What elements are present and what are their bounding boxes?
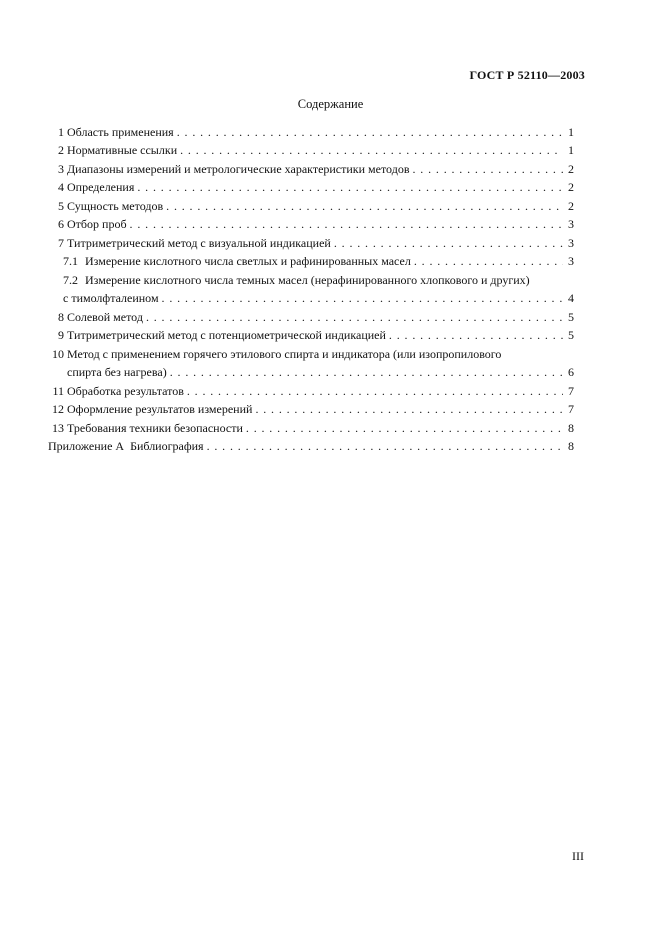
toc-entry-5[interactable] xyxy=(48,196,574,215)
toc-entry-9[interactable] xyxy=(48,326,574,345)
toc-entry-title: Отбор проб xyxy=(67,217,127,231)
toc-entry-11[interactable] xyxy=(48,381,574,400)
toc-entry-appendix-a[interactable] xyxy=(48,437,574,456)
toc-entry-number: 9 xyxy=(58,328,64,342)
page-number: III xyxy=(572,849,584,863)
toc-entry-title: Титриметрический метод с визуальной индикацией xyxy=(67,235,331,250)
dot-leader xyxy=(130,215,563,233)
toc-entry-page: 8 xyxy=(568,420,574,435)
toc-title: Содержание xyxy=(297,97,364,111)
dot-leader xyxy=(177,123,563,141)
toc-entry-page: 3 xyxy=(568,254,574,268)
table-of-contents xyxy=(48,122,574,455)
toc-entry-number: 10 xyxy=(52,346,64,361)
dot-leader xyxy=(162,289,563,307)
dot-leader xyxy=(180,141,563,159)
toc-entry-1[interactable] xyxy=(48,122,574,141)
toc-entry-page: 2 xyxy=(568,180,574,194)
toc-entry-3[interactable] xyxy=(48,159,574,178)
toc-entry-page: 2 xyxy=(568,198,574,213)
dot-leader xyxy=(207,437,563,455)
toc-entry-6[interactable] xyxy=(48,215,574,234)
toc-entry-title: Требования техники безопасности xyxy=(67,420,243,435)
dot-leader xyxy=(170,363,563,381)
toc-entry-7[interactable] xyxy=(48,233,574,252)
toc-entry-number: 7.1 xyxy=(63,254,78,268)
toc-entry-page: 3 xyxy=(568,217,574,231)
toc-entry-title: Область применения xyxy=(67,124,174,139)
document-code: ГОСТ Р 52110—2003 xyxy=(469,68,585,82)
toc-entry-title: Обработка результатов xyxy=(67,383,184,398)
toc-entry-number: 11 xyxy=(52,383,64,398)
toc-entry-page: 5 xyxy=(568,309,574,324)
toc-entry-number: 6 xyxy=(58,217,64,231)
toc-entry-7-1[interactable] xyxy=(48,252,574,271)
toc-entry-number: 3 xyxy=(58,161,64,176)
toc-entry-title: Диапазоны измерений и метрологические характеристики методов xyxy=(67,161,410,176)
dot-leader xyxy=(255,400,563,418)
toc-entry-number: 13 xyxy=(52,420,64,435)
toc-entry-page: 2 xyxy=(568,161,574,176)
toc-entry-title: Нормативные ссылки xyxy=(67,143,178,157)
dot-leader xyxy=(137,178,563,196)
toc-entry-number: 8 xyxy=(58,309,64,324)
toc-entry-title-continued: с тимолфталеином xyxy=(63,291,159,305)
dot-leader xyxy=(146,308,563,326)
toc-entry-title: Титриметрический метод с потенциометрической индикацией xyxy=(67,328,386,342)
toc-entry-12[interactable] xyxy=(48,400,574,419)
dot-leader xyxy=(187,382,563,400)
toc-entry-title: Измерение кислотного числа темных масел (нерафинированного хлопкового и других) xyxy=(85,272,530,287)
toc-entry-title: Солевой метод xyxy=(67,309,143,324)
toc-entry-number: 1 xyxy=(58,124,64,139)
toc-entry-7-2[interactable] xyxy=(48,270,574,307)
toc-entry-title: Оформление результатов измерений xyxy=(67,402,253,416)
toc-entry-title: Определения xyxy=(67,180,135,194)
dot-leader xyxy=(246,419,563,437)
toc-entry-number: 5 xyxy=(58,198,64,213)
toc-entry-page: 4 xyxy=(568,291,574,305)
toc-entry-page: 1 xyxy=(568,143,574,157)
toc-entry-title: Сущность методов xyxy=(67,198,164,213)
toc-entry-8[interactable] xyxy=(48,307,574,326)
toc-entry-page: 7 xyxy=(568,402,574,416)
toc-entry-title: Приложение А Библиография xyxy=(48,439,204,453)
dot-leader xyxy=(166,197,563,215)
toc-entry-page: 3 xyxy=(568,235,574,250)
toc-entry-page: 8 xyxy=(568,439,574,453)
toc-entry-number: 2 xyxy=(58,143,64,157)
toc-entry-number: 7.2 xyxy=(63,272,78,287)
toc-entry-number: 12 xyxy=(52,402,64,416)
toc-entry-13[interactable] xyxy=(48,418,574,437)
toc-entry-page: 6 xyxy=(568,365,574,379)
dot-leader xyxy=(414,252,563,270)
toc-entry-page: 1 xyxy=(568,124,574,139)
dot-leader xyxy=(413,160,564,178)
toc-entry-page: 7 xyxy=(568,383,574,398)
dot-leader xyxy=(389,326,563,344)
toc-entry-page: 5 xyxy=(568,328,574,342)
toc-entry-title: Метод с применением горячего этилового спирта и индикатора (или изопропилового xyxy=(67,346,502,361)
dot-leader xyxy=(334,234,563,252)
toc-entry-title-continued: спирта без нагрева) xyxy=(67,365,167,379)
toc-entry-title: Измерение кислотного числа светлых и рафинированных масел xyxy=(85,254,411,268)
toc-entry-10[interactable] xyxy=(48,344,574,381)
toc-entry-2[interactable] xyxy=(48,141,574,160)
toc-entry-number: 4 xyxy=(58,180,64,194)
toc-entry-number: 7 xyxy=(58,235,64,250)
toc-entry-4[interactable] xyxy=(48,178,574,197)
